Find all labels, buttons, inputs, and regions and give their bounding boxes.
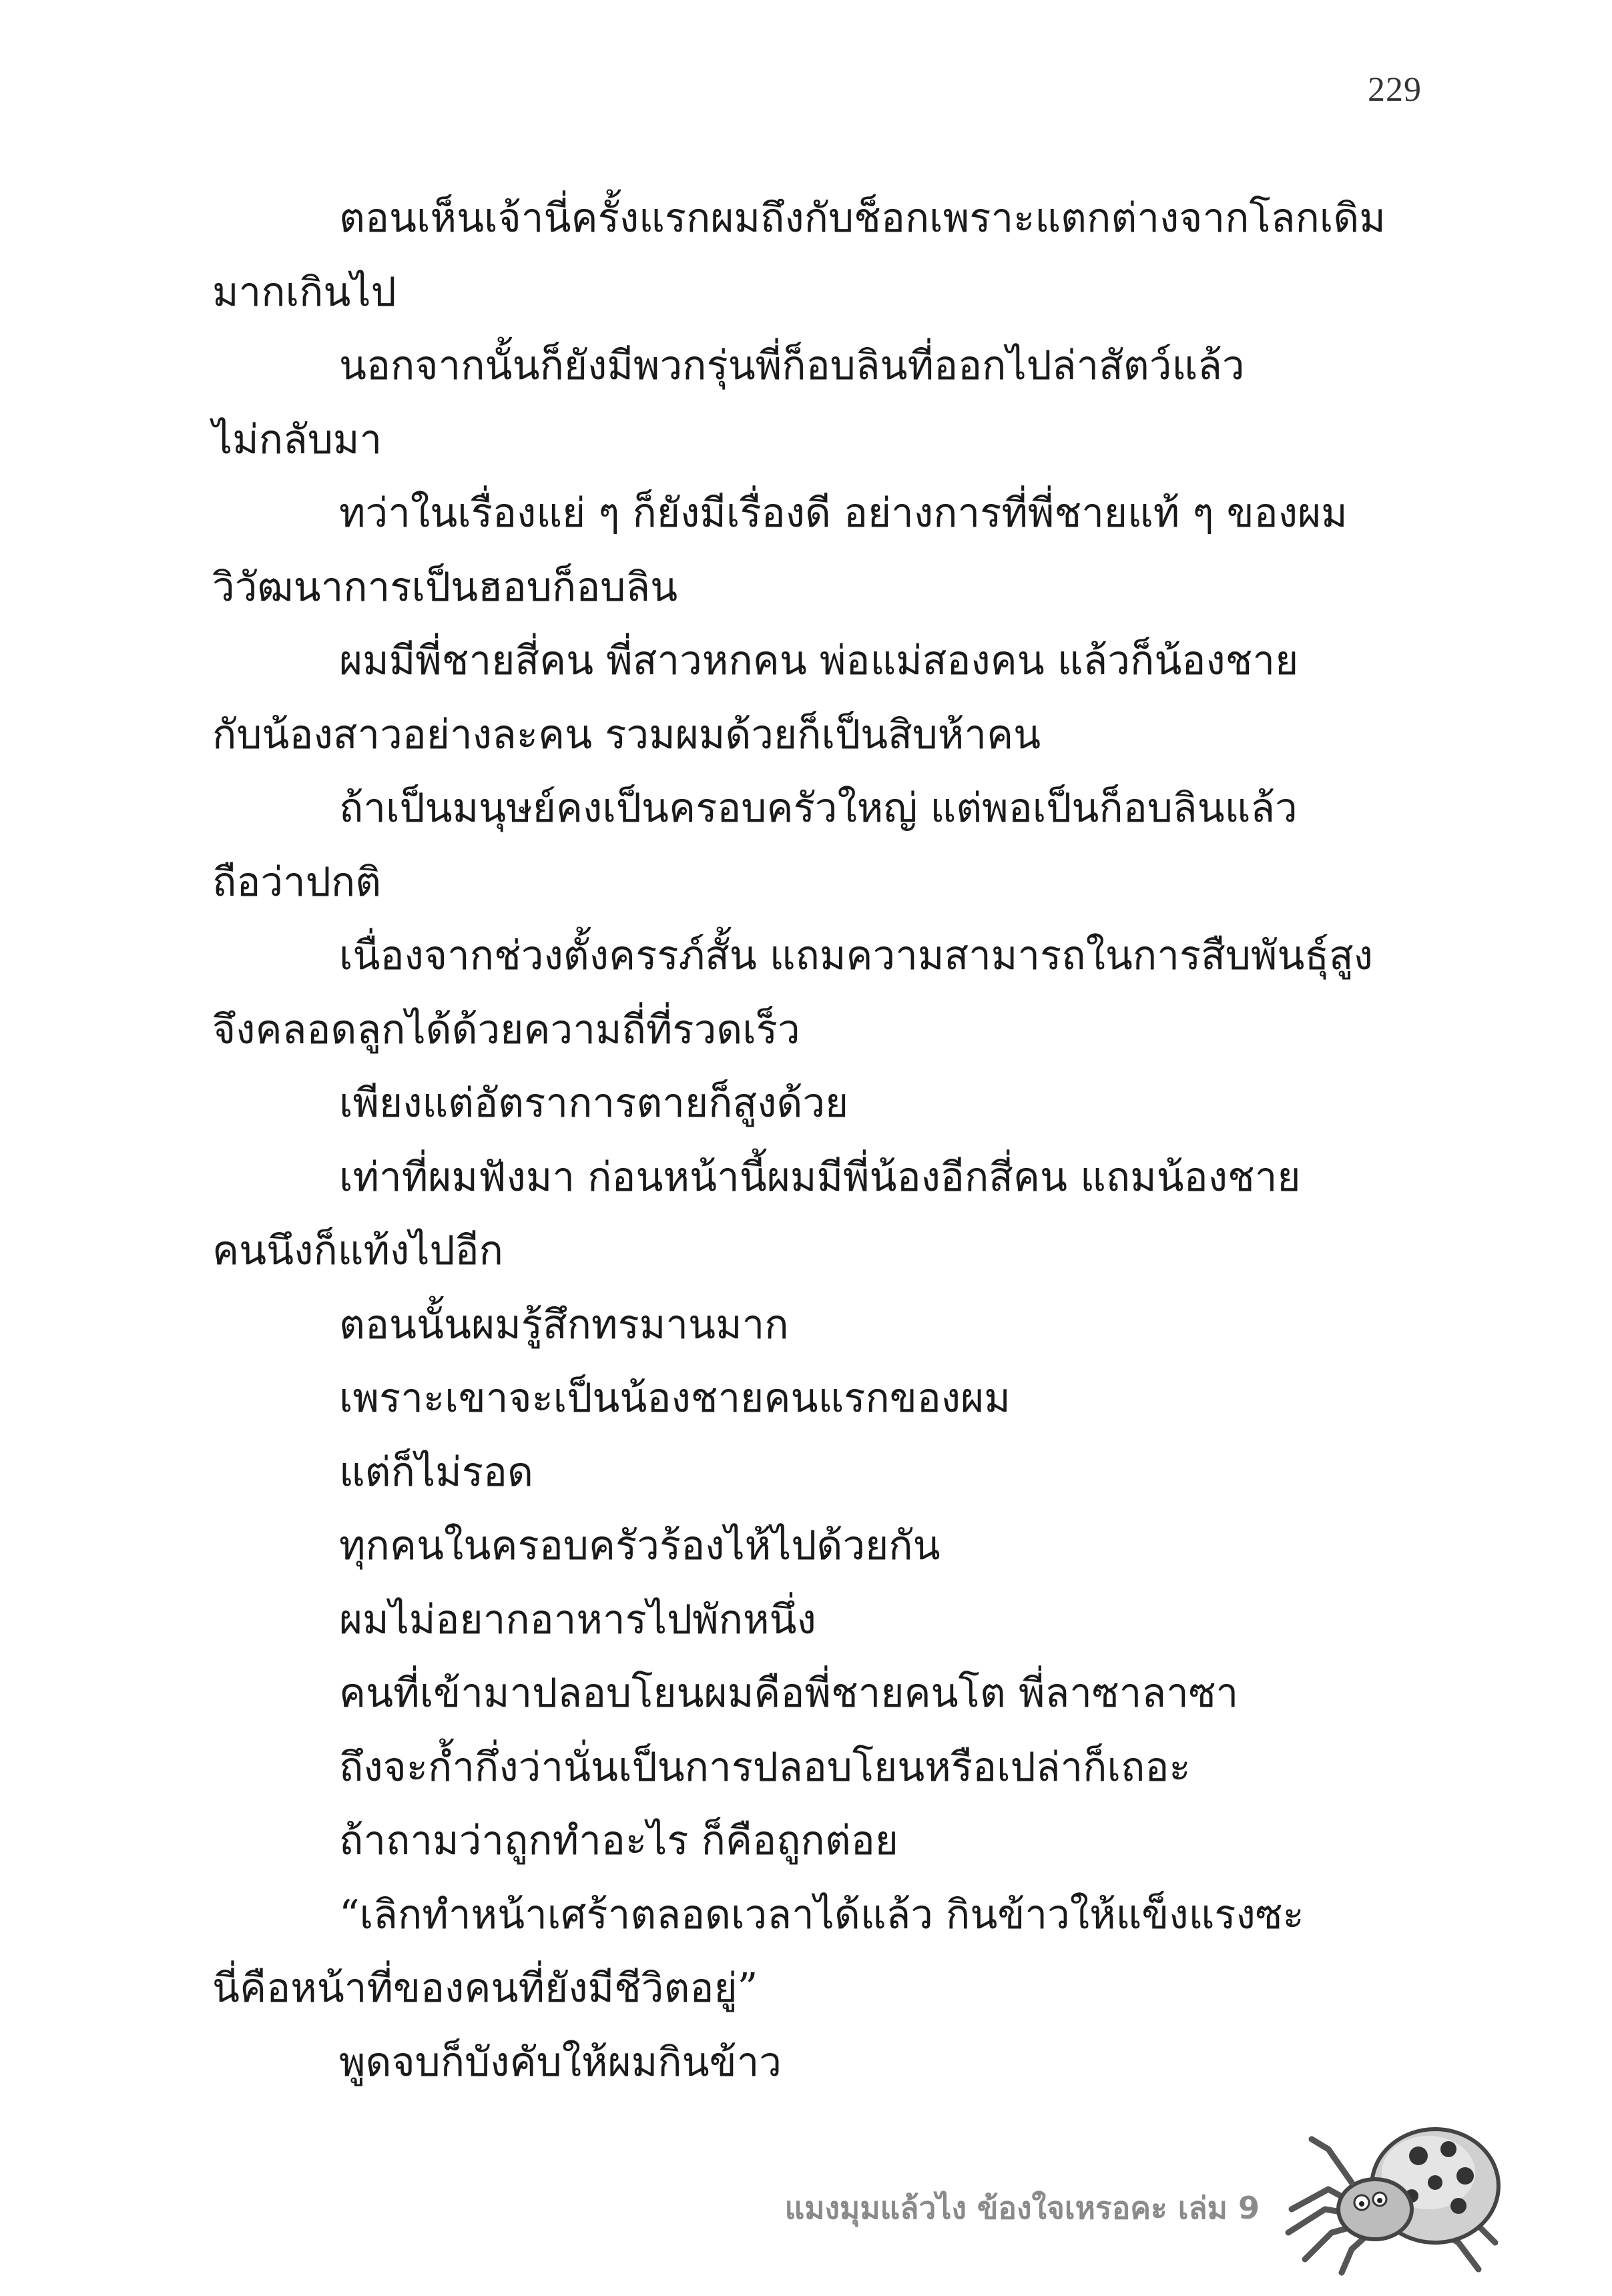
paragraph: ถ้าเป็นมนุษย์คงเป็นครอบครัวใหญ่ แต่พอเป็นก็อบลินแล้ว ถือว่าปกติ [212, 785, 1298, 906]
footer-book-title: แมงมุมแล้วไง ข้องใจเหรอคะ เล่ม 9 [784, 2190, 1260, 2226]
paragraph: ตอนนั้นผมรู้สึกทรมานมาก [339, 1301, 789, 1348]
paragraph: “เลิกทำหน้าเศร้าตลอดเวลาได้แล้ว กินข้าวให้แข็งแรงซะ นี่คือหน้าที่ของคนที่ยังมีชีวิตอยู่” [212, 1891, 1304, 2012]
paragraph: ตอนเห็นเจ้านี่ครั้งแรกผมถึงกับช็อกเพราะแตกต่างจากโลกเดิม มากเกินไป [212, 195, 1386, 316]
spider-illustration-icon [1265, 2109, 1505, 2276]
paragraph: เท่าที่ผมฟังมา ก่อนหน้านี้ผมมีพี่น้องอีกสี่คน แถมน้องชาย คนนึงก็แท้งไปอีก [212, 1153, 1301, 1274]
paragraph: ผมมีพี่ชายสี่คน พี่สาวหกคน พ่อแม่สองคน แล้วก็น้องชาย กับน้องสาวอย่างละคน รวมผมด้วยก็เป็นสิบห้าคน [212, 637, 1299, 758]
paragraph: ทว่าในเรื่องแย่ ๆ ก็ยังมีเรื่องดี อย่างการที่พี่ชายแท้ ๆ ของผม วิวัฒนาการเป็นฮอบก็อบลิน [212, 490, 1348, 611]
paragraph: คนที่เข้ามาปลอบโยนผมคือพี่ชายคนโต พี่ลาซาลาซา [339, 1670, 1239, 1717]
paragraph: นอกจากนั้นก็ยังมีพวกรุ่นพี่ก็อบลินที่ออกไปล่าสัตว์แล้ว ไม่กลับมา [212, 342, 1245, 463]
body-text [212, 182, 1419, 2099]
paragraph: ผมไม่อยากอาหารไปพักหนึ่ง [339, 1596, 816, 1643]
paragraph: ทุกคนในครอบครัวร้องไห้ไปด้วยกัน [339, 1522, 941, 1569]
paragraph: เนื่องจากช่วงตั้งครรภ์สั้น แถมความสามารถในการสืบพันธุ์สูง จึงคลอดลูกได้ด้วยความถี่ที่รวดเร็ว [212, 932, 1373, 1053]
page-number: 229 [1368, 71, 1422, 109]
paragraph: แต่ก็ไม่รอด [339, 1448, 533, 1496]
paragraph: เพราะเขาจะเป็นน้องชายคนแรกของผม [339, 1375, 1011, 1422]
paragraph: ถ้าถามว่าถูกทำอะไร ก็คือถูกต่อย [339, 1817, 898, 1864]
page-footer [0, 2096, 1612, 2296]
paragraph: พูดจบก็บังคับให้ผมกินข้าว [339, 2038, 782, 2086]
paragraph: ถึงจะก้ำกึ่งว่านั่นเป็นการปลอบโยนหรือเปล่าก็เถอะ [339, 1743, 1191, 1791]
paragraph: เพียงแต่อัตราการตายก็สูงด้วย [339, 1080, 849, 1127]
